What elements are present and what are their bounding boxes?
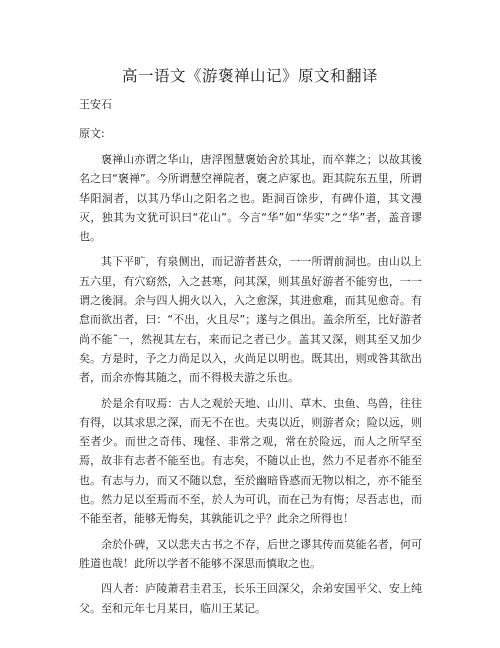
original-text-body xyxy=(79,150,422,618)
document-title: 高一语文《游褒禅山记》原文和翻译 xyxy=(121,67,378,85)
paragraph-5: 四人者：庐陵萧君圭君玉，长乐王回深父，余弟安国平父、安上纯父。至和元年七月某日，临川王某记。 xyxy=(79,582,422,615)
section-label-original-text: 原文: xyxy=(79,127,105,140)
paragraph-2: 其下平旷，有泉侧出，而记游者甚众，一一所谓前洞也。由山以上五六里，有穴窈然，入之甚寒，问其深，则其虽好游者不能穷也，一一谓之後洞。余与四人拥火以入，入之愈深，其进愈难，而其见愈奇。有怠而欲出者，曰：“不出，火且尽”；遂与之俱出。盖余所至，比好游者尚不能˜一，然视其左右，来而记之者已少。盖其又深，则其至又加少矣。方是时，予之力尚足以入，火尚足以明也。既其出，则或咎其欲出者，而余亦悔其随之，而不得极夫游之乐也。 xyxy=(79,255,422,385)
author-name: 王安石 xyxy=(79,98,112,111)
paragraph-1: 褒禅山亦谓之华山，唐浮图慧褒始舍於其址，而卒葬之；以故其後名之曰“褒禅”。今所谓慧空禅院者，褒之庐冢也。距其院东五里，所谓华阳洞者，以其乃华山之阳名之也。距洞百馀步，有碑仆道，其文漫灭，独其为文犹可识曰“花山”。今言“华”如“华实”之“华”者，盖音谬也。 xyxy=(79,153,422,244)
paragraph-4: 余於仆碑，又以悲夫古书之不存，后世之谬其传而莫能名者，何可胜道也哉！此所以学者不能够不深思而慎取之也。 xyxy=(79,537,422,570)
paragraph-3: 於是余有叹焉：古人之观於天地、山川、草木、虫鱼、鸟兽，往往有得，以其求思之深，而无不在也。夫夷以近，则游者众；险以远，则至者少。而世之奇伟、瑰怪、非常之观，常在於险远，而人之所罕至焉，故非有志者不能至也。有志矣，不随以止也，然力不足者亦不能至也。有志与力，而又不随以怠，至於幽暗昏惑而无物以相之，亦不能至也。然力足以至焉而不至，於人为可讥，而在己为有悔；尽吾志也，而不能至者，能够无悔矣，其孰能讥之乎？此余之所得也！ xyxy=(79,396,422,526)
